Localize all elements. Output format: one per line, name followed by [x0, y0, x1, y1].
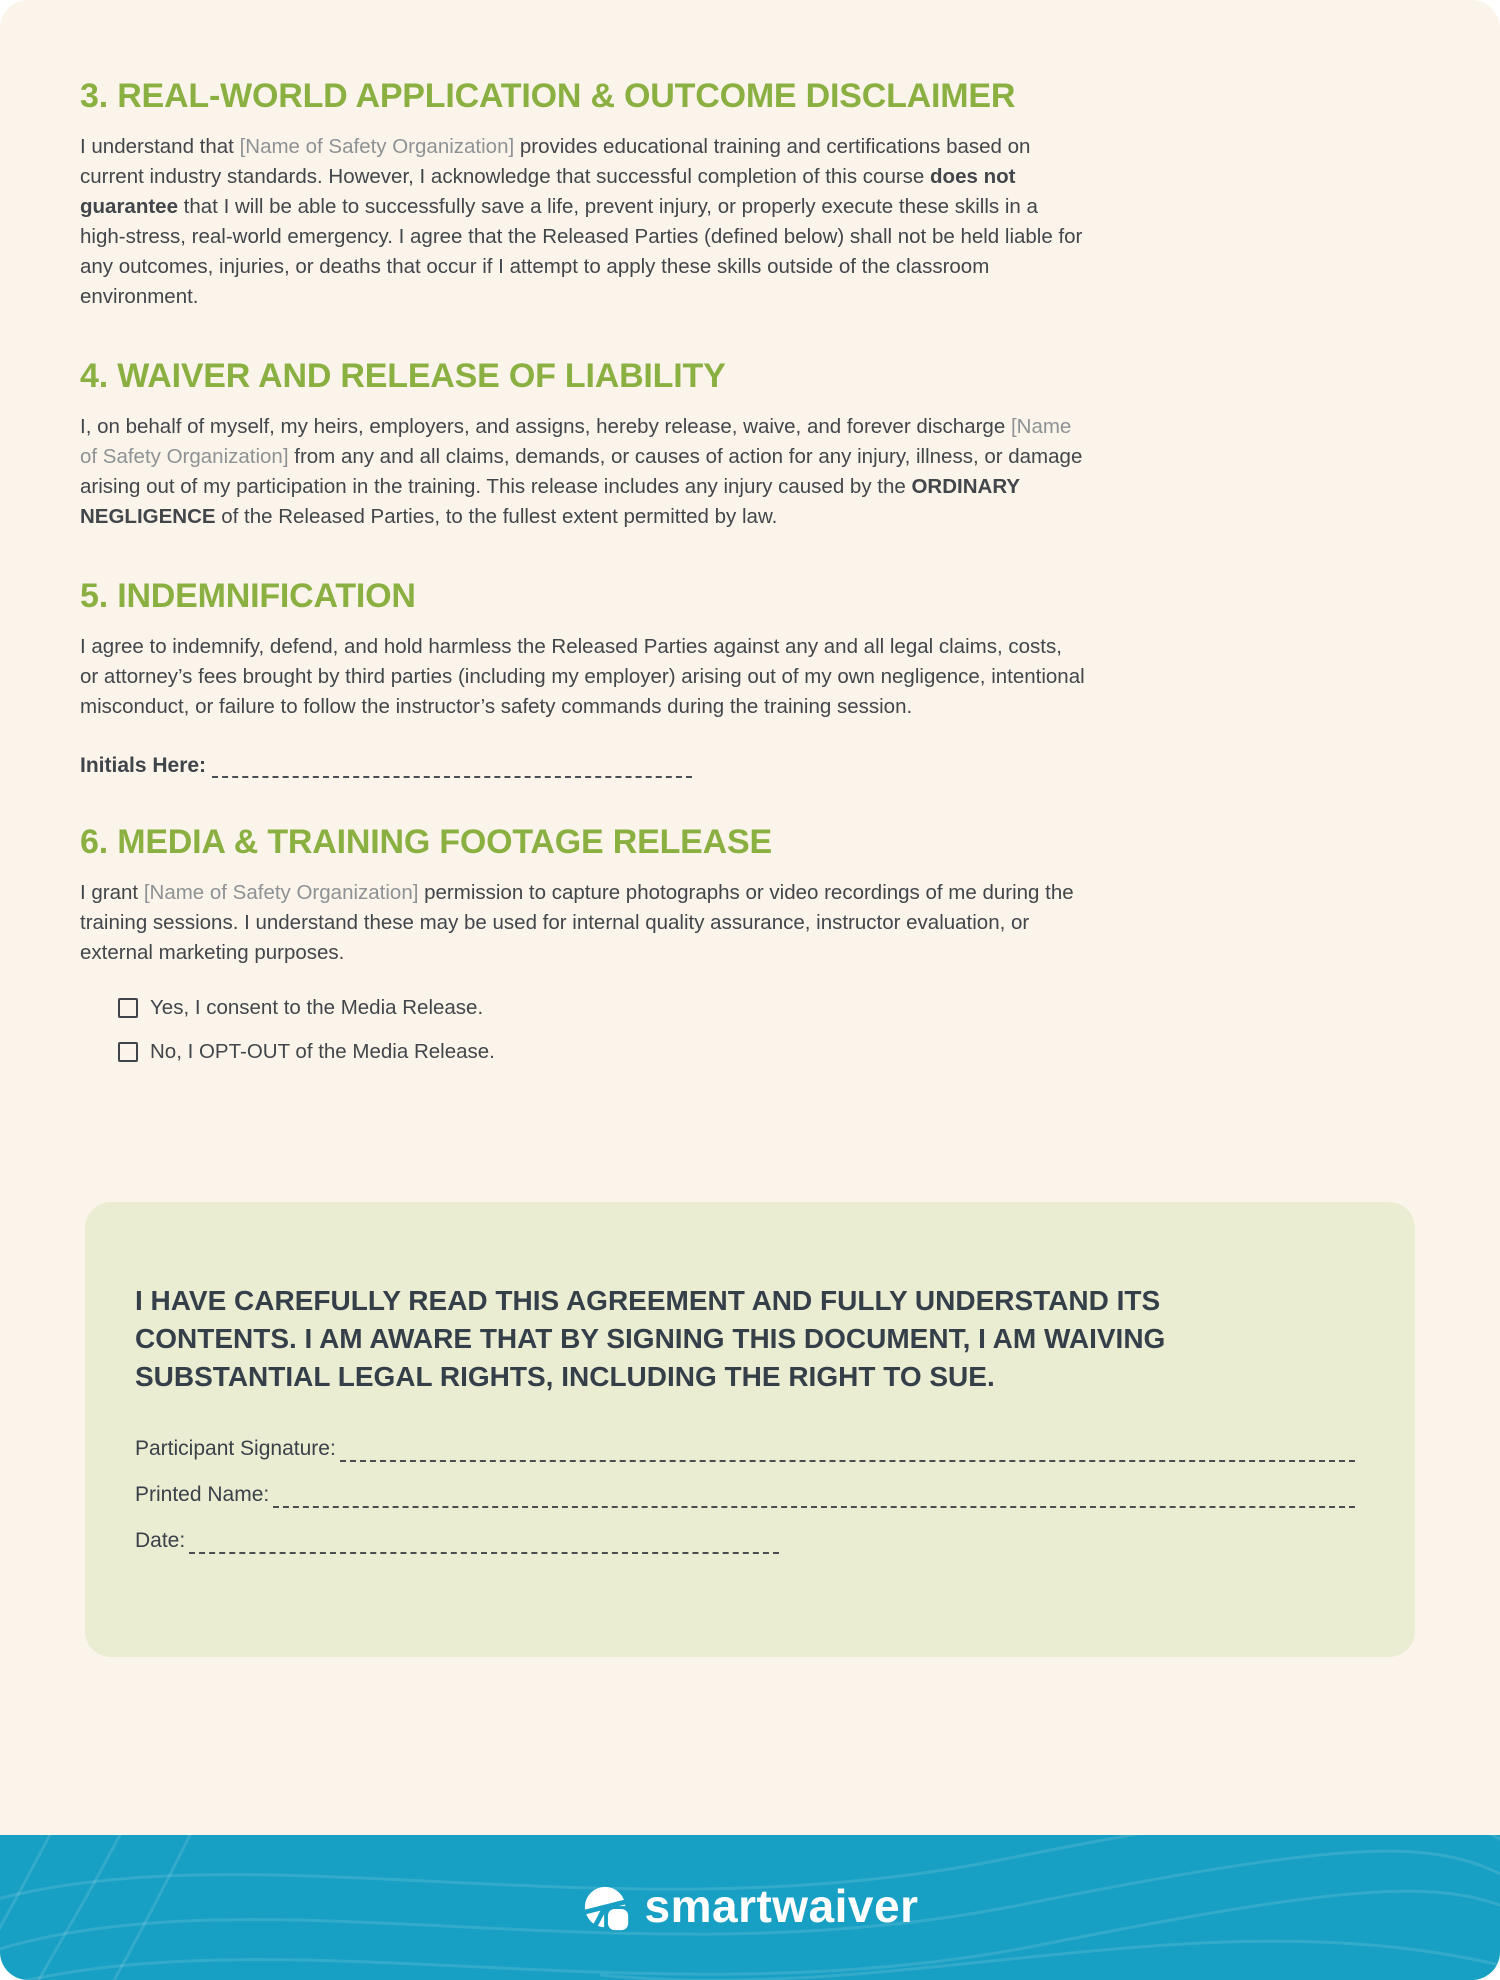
- section-heading-media: 6. MEDIA & TRAINING FOOTAGE RELEASE: [80, 823, 772, 862]
- media-option-yes[interactable]: [118, 994, 1420, 1021]
- section-heading-waiver: 4. WAIVER AND RELEASE OF LIABILITY: [80, 357, 726, 396]
- checkbox-icon[interactable]: [118, 1042, 138, 1062]
- media-option-yes-label: Yes, I consent to the Media Release.: [150, 996, 484, 1020]
- emphasis-run: does not guarantee: [80, 165, 1016, 219]
- text-run: that I will be able to successfully save a life, prevent injury, or properly execute these skills in a high-stress, real-world emergency. I agree that the Released Parties (defined below) shall not be held liable for any outcomes, injuries, or deaths that occur if I attempt to apply these skills outside of the classroom environment.: [80, 195, 1083, 309]
- section-heading-disclaimer: 3. REAL-WORLD APPLICATION & OUTCOME DISCLAIMER: [80, 77, 1016, 115]
- section-waiver-release: [80, 358, 1420, 532]
- media-release-options: [118, 994, 1420, 1065]
- indemnification-paragraph: [80, 632, 1085, 722]
- section-heading-indemnification: 5. INDEMNIFICATION: [80, 577, 416, 616]
- emphasis-run: ORDINARY NEGLIGENCE: [80, 475, 1020, 529]
- participant-signature-label: Participant Signature:: [135, 1437, 336, 1460]
- text-run: I, on behalf of myself, my heirs, employers, and assigns, hereby release, waive, and forever discharge: [80, 415, 1011, 439]
- text-run: I understand that: [80, 135, 240, 159]
- printed-name-label: Printed Name:: [135, 1483, 270, 1506]
- smartwaiver-wordmark: smartwaiver: [644, 1879, 919, 1932]
- footer: [0, 1835, 1500, 1980]
- smartwaiver-logo-icon: [582, 1883, 632, 1933]
- text-run: provides educational training and certifications based on current industry standards. However, I acknowledge that successful completion of this course: [80, 135, 1031, 189]
- participant-signature-line[interactable]: [340, 1444, 1355, 1462]
- org-name-placeholder: [Name of Safety Organization]: [239, 135, 515, 159]
- participant-signature-field: [135, 1436, 1355, 1462]
- text-run: of the Released Parties, to the fullest extent permitted by law.: [215, 505, 778, 529]
- media-release-paragraph: [80, 878, 1085, 968]
- section-real-world-disclaimer: [80, 78, 1420, 312]
- section-media-release: [80, 824, 1420, 1065]
- section-indemnification: [80, 578, 1420, 778]
- waiver-paragraph: [80, 412, 1085, 532]
- smartwaiver-logo: [582, 1879, 919, 1933]
- signature-box: [85, 1202, 1415, 1657]
- media-option-no[interactable]: [118, 1038, 1420, 1065]
- date-field: [135, 1528, 1355, 1554]
- text-run: I agree to indemnify, defend, and hold harmless the Released Parties against any and all legal claims, costs, or attorney’s fees brought by third parties (including my employer) arising out of my own negligence, intentional misconduct, or failure to follow the instructor’s safety commands during the training session.: [80, 635, 1085, 719]
- printed-name-field: [135, 1482, 1355, 1508]
- initials-label: Initials Here:: [80, 754, 207, 778]
- date-line[interactable]: [189, 1536, 779, 1554]
- text-run: I grant: [80, 881, 144, 905]
- disclaimer-paragraph: [80, 132, 1085, 312]
- text-run: permission to capture photographs or video recordings of me during the training sessions. I understand these may be used for internal quality assurance, instructor evaluation, or external marketing purposes.: [80, 881, 1074, 965]
- date-label: Date:: [135, 1529, 186, 1552]
- media-option-no-label: No, I OPT-OUT of the Media Release.: [150, 1040, 495, 1064]
- initials-signature-line[interactable]: [212, 758, 692, 778]
- org-name-placeholder: [Name of Safety Organization]: [143, 881, 419, 905]
- acknowledgement-statement: I HAVE CAREFULLY READ THIS AGREEMENT AND FULLY UNDERSTAND ITS CONTENTS. I AM AWARE THAT BY SIGNING THIS DOCUMENT, I AM WAIVING SUBSTANTIAL LEGAL RIGHTS, INCLUDING THE RIGHT TO SUE.: [135, 1285, 1166, 1392]
- initials-row: [80, 754, 1420, 778]
- text-run: from any and all claims, demands, or causes of action for any injury, illness, or damage arising out of my participation in the training. This release includes any injury caused by the: [80, 445, 1083, 499]
- org-name-placeholder: [Name of Safety Organization]: [80, 415, 1072, 469]
- printed-name-line[interactable]: [273, 1490, 1355, 1508]
- checkbox-icon[interactable]: [118, 998, 138, 1018]
